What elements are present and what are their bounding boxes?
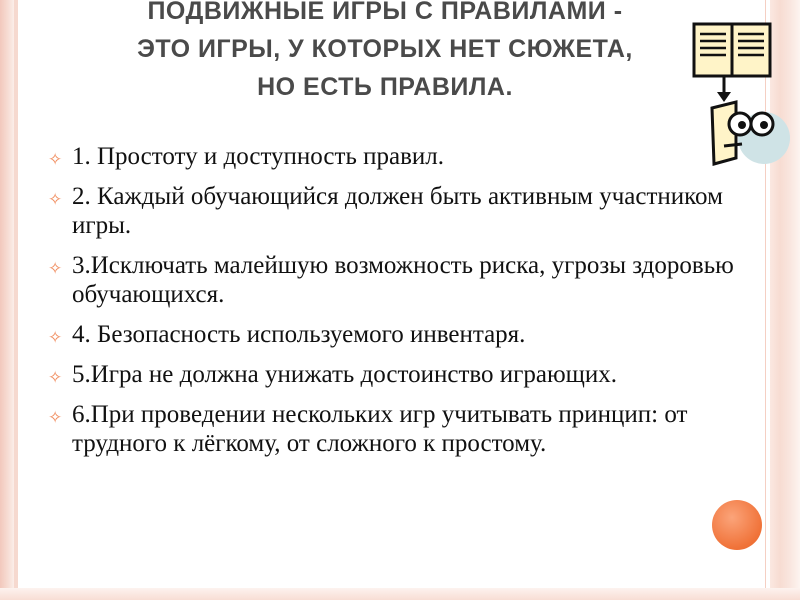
bullet-icon: ✧ xyxy=(48,328,63,347)
slide-title xyxy=(40,0,730,106)
bullet-icon: ✧ xyxy=(48,190,63,209)
bullet-icon: ✧ xyxy=(48,259,63,278)
slide-title-line-1: ПОДВИЖНЫЕ ИГРЫ С ПРАВИЛАМИ - xyxy=(147,0,623,25)
list-item-text: 1. Простоту и доступность правил. xyxy=(72,143,444,170)
bullet-icon: ✧ xyxy=(48,408,63,427)
list-item-text: 3.Исключать малейшую возможность риска, угрозы здоровью обучающихся. xyxy=(72,252,734,308)
list-item-text: 4. Безопасность используемого инвентаря. xyxy=(72,321,526,348)
list-item xyxy=(48,251,738,309)
rules-list xyxy=(48,142,738,469)
list-item xyxy=(48,182,738,240)
slide-frame-right-thin-line xyxy=(765,0,766,600)
slide-frame-bottom xyxy=(0,588,800,600)
bullet-icon: ✧ xyxy=(48,368,63,387)
slide-title-line-2: ЭТО ИГРЫ, У КОТОРЫХ НЕТ СЮЖЕТА, xyxy=(137,35,633,63)
list-item xyxy=(48,400,738,458)
list-item-text: 2. Каждый обучающийся должен быть активным участником игры. xyxy=(72,183,723,239)
list-item xyxy=(48,360,738,389)
list-item xyxy=(48,142,738,171)
decorative-orange-circle xyxy=(712,500,762,550)
list-item xyxy=(48,320,738,349)
list-item-text: 6.При проведении нескольких игр учитывать принцип: от трудного к лёгкому, от сложного к простому. xyxy=(72,401,688,457)
slide-title-line-3: НО ЕСТЬ ПРАВИЛА. xyxy=(257,73,513,101)
book-icon xyxy=(690,18,774,80)
bullet-icon: ✧ xyxy=(48,150,63,169)
slide-frame-left-line xyxy=(14,0,18,600)
list-item-text: 5.Игра не должна унижать достоинство играющих. xyxy=(72,361,618,388)
slide-frame-right xyxy=(770,0,800,600)
slide-frame-left xyxy=(0,0,14,600)
